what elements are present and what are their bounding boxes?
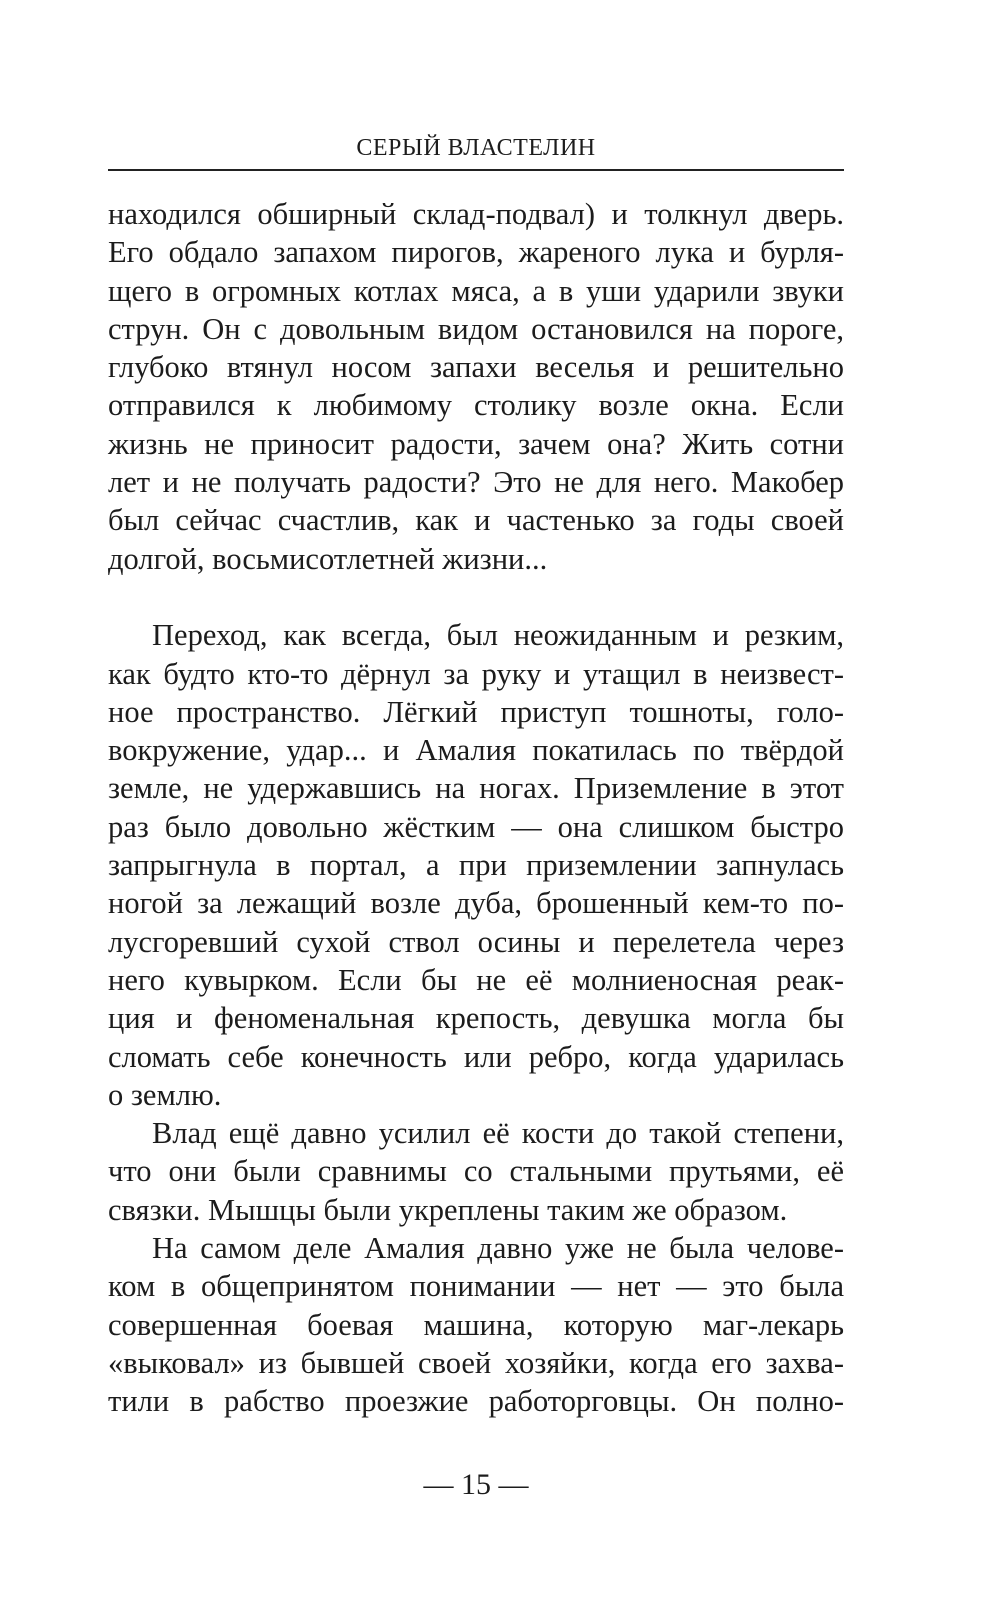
text-line: как будто кто-то дёрнул за руку и утащил в неизвест- (108, 656, 844, 691)
header-rule (108, 169, 844, 171)
text-line: струн. Он с довольным видом остановился на пороге, (108, 311, 844, 346)
text-line: запрыгнула в портал, а при приземлении запнулась (108, 848, 844, 883)
text-line: лусгоревший сухой ствол осины и перелетела через (108, 924, 844, 959)
text-line: земле, не удержавшись на ногах. Приземление в этот (108, 771, 844, 806)
text-line: был сейчас счастлив, как и частенько за годы своей (108, 503, 844, 538)
text-line: раз было довольно жёстким — она слишком быстро (108, 809, 844, 844)
text-line: ногой за лежащий возле дуба, брошенный кем-то по- (108, 886, 844, 921)
text-line: щего в огромных котлах мяса, а в уши ударили звуки (108, 273, 844, 308)
text-line: тили в рабство проезжие работорговцы. Он полно- (108, 1384, 844, 1419)
text-line: сломать себе конечность или ребро, когда ударилась (108, 1039, 844, 1074)
text-line: жизнь не приносит радости, зачем она? Жить сотни (108, 426, 844, 461)
text-line: ция и феноменальная крепость, девушка могла бы (108, 1001, 844, 1036)
text-line: находился обширный склад-подвал) и толкнул дверь. (108, 197, 844, 231)
text-line: долгой, восьмисотлетней жизни... (108, 541, 548, 576)
text-line: Его обдало запахом пирогов, жареного лука и бурля- (108, 235, 844, 270)
text-line: вокружение, удар... и Амалия покатилась по твёрдой (108, 733, 844, 768)
text-line: ное пространство. Лёгкий приступ тошноты, голо- (108, 694, 844, 729)
section-break (108, 578, 844, 616)
body-text (108, 195, 844, 1421)
text-line: о землю. (108, 1077, 222, 1112)
running-title: СЕРЫЙ ВЛАСТЕЛИН (356, 135, 596, 161)
text-line: Переход, как всегда, был неожиданным и резким, (152, 618, 844, 653)
text-line: что они были сравнимы со стальными прутьями, её (108, 1154, 844, 1189)
text-line: ком в общепринятом понимании — нет — это была (108, 1269, 844, 1304)
text-line: него кувырком. Если бы не её молниеносная реак- (108, 962, 844, 997)
text-line: «выковал» из бывшей своей хозяйки, когда его захва- (108, 1345, 844, 1380)
text-line: Влад ещё давно усилил её кости до такой степени, (152, 1116, 844, 1151)
page-number: — 15 — (423, 1468, 529, 1501)
text-line: связки. Мышцы были укреплены таким же образом. (108, 1192, 788, 1227)
text-line: лет и не получать радости? Это не для него. Макобер (108, 465, 844, 500)
text-line: отправился к любимому столику возле окна. Если (108, 388, 844, 423)
text-line: совершенная боевая машина, которую маг-лекарь (108, 1307, 844, 1342)
text-line: На самом деле Амалия давно уже не была челове- (152, 1231, 844, 1266)
text-line: глубоко втянул носом запахи веселья и решительно (108, 350, 844, 385)
